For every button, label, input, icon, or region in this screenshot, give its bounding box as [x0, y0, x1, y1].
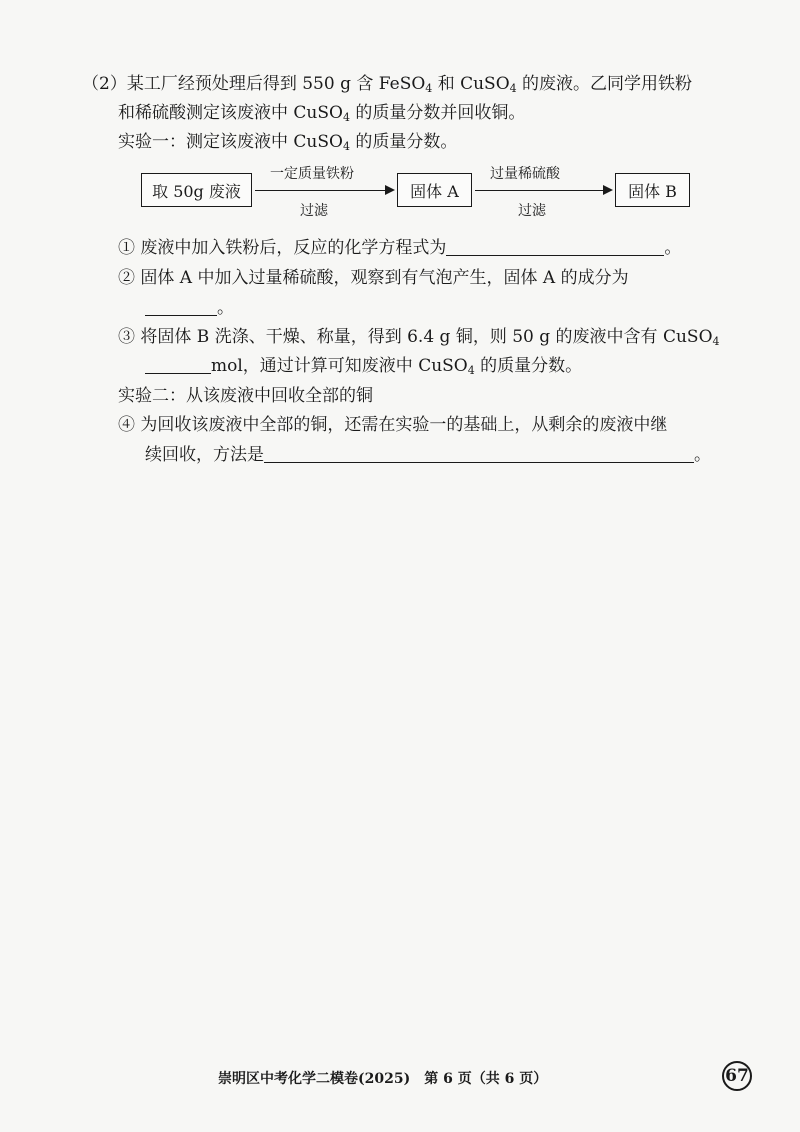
question-number: （2） [82, 74, 127, 94]
question-line-1: （2）某工厂经预处理后得到 550 g 含 FeSO$_4$ 和 CuSO$_4$ 的废液。乙同学用铁粉 [82, 74, 693, 95]
item-2-continuation: 。 [145, 296, 234, 320]
item-1-number: ① [118, 238, 135, 258]
question-line-2: 和稀硫酸测定该废液中 CuSO$_4$ 的质量分数并回收铜。 [118, 103, 526, 124]
page-number-badge: 67 [722, 1061, 752, 1091]
arrow-2-label-bottom: 过滤 [518, 203, 546, 219]
item-2: ② 固体 A 中加入过量稀硫酸，观察到有气泡产生，固体 A 的成分为 [118, 268, 629, 288]
arrow-1-line [255, 190, 385, 191]
page-footer: 崇明区中考化学二模卷(2025) 第 6 页（共 6 页） [218, 1071, 548, 1087]
arrow-1-label-top: 一定质量铁粉 [270, 166, 354, 182]
item-4-number: ④ [118, 415, 135, 435]
flow-box-solid-a: 固体 A [397, 173, 472, 207]
item-4: ④ 为回收该废液中全部的铜，还需在实验一的基础上，从剩余的废液中继 [118, 415, 668, 435]
item-3-number: ③ [118, 327, 135, 347]
item-1: ① 废液中加入铁粉后，反应的化学方程式为 。 [118, 238, 682, 258]
answer-blank-1[interactable] [446, 237, 664, 256]
item-3-continuation: mol，通过计算可知废液中 CuSO$_4$ 的质量分数。 [145, 354, 582, 378]
answer-blank-2[interactable] [145, 297, 217, 316]
item-4-continuation: 续回收，方法是 。 [145, 445, 711, 465]
answer-blank-4[interactable] [264, 444, 694, 463]
item-3: ③ 将固体 B 洗涤、干燥、称量，得到 6.4 g 铜，则 50 g 的废液中含有 CuSO$_4$ [118, 327, 720, 348]
answer-blank-3[interactable] [145, 355, 211, 374]
arrow-1-head-icon [385, 185, 395, 195]
experiment-2-title: 实验二：从该废液中回收全部的铜 [118, 386, 373, 406]
flow-box-solid-b: 固体 B [615, 173, 690, 207]
arrow-1-label-bottom: 过滤 [300, 203, 328, 219]
flow-box-sample: 取 50g 废液 [141, 173, 252, 207]
arrow-2-line [475, 190, 603, 191]
arrow-2-head-icon [603, 185, 613, 195]
item-2-number: ② [118, 268, 135, 288]
arrow-2-label-top: 过量稀硫酸 [490, 166, 560, 182]
experiment-1-title: 实验一：测定该废液中 CuSO$_4$ 的质量分数。 [118, 132, 458, 153]
